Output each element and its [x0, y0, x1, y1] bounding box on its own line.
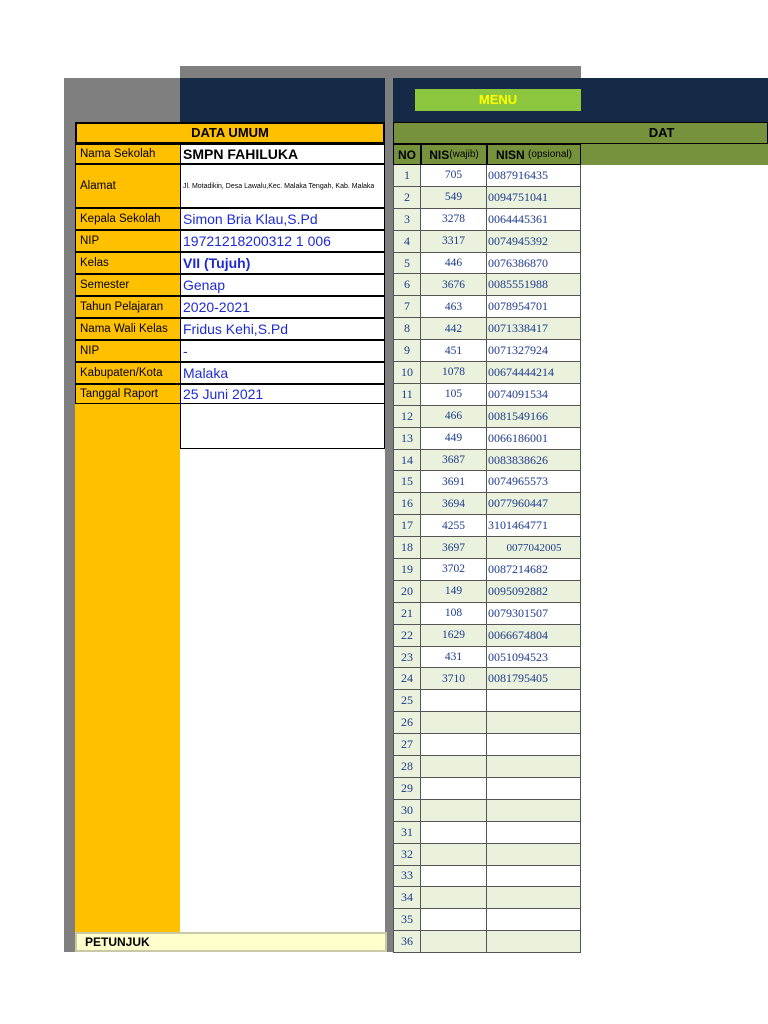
cell-nis[interactable]: 446	[421, 253, 487, 275]
table-row	[393, 515, 581, 537]
data-umum-row	[75, 362, 385, 384]
data-umum-title: DATA UMUM	[75, 122, 385, 144]
col-header-nis-note: (wajib)	[449, 149, 479, 160]
student-table-body	[393, 165, 581, 953]
cell-nisn[interactable]: 0081549166	[487, 406, 581, 428]
cell-no: 35	[393, 909, 421, 931]
cell-nis[interactable]: 549	[421, 187, 487, 209]
cell-no: 19	[393, 559, 421, 581]
cell-nis[interactable]: 3317	[421, 231, 487, 253]
cell-no: 26	[393, 712, 421, 734]
cell-nis[interactable]: 4255	[421, 515, 487, 537]
field-label: Tanggal Raport	[75, 384, 180, 404]
table-row	[393, 887, 581, 909]
field-value[interactable]: 19721218200312 1 006	[180, 230, 385, 252]
cell-nisn[interactable]	[487, 866, 581, 888]
table-row	[393, 712, 581, 734]
table-row	[393, 734, 581, 756]
cell-nisn[interactable]: 0079301507	[487, 603, 581, 625]
cell-nis[interactable]: 3691	[421, 471, 487, 493]
cell-no: 1	[393, 165, 421, 187]
field-value[interactable]: 25 Juni 2021	[180, 384, 385, 404]
cell-no: 29	[393, 778, 421, 800]
table-row	[393, 647, 581, 669]
cell-nisn[interactable]: 0078954701	[487, 296, 581, 318]
cell-nis[interactable]: 3710	[421, 668, 487, 690]
field-value[interactable]: 2020-2021	[180, 296, 385, 318]
cell-nis[interactable]	[421, 690, 487, 712]
cell-no: 34	[393, 887, 421, 909]
cell-nis[interactable]: 149	[421, 581, 487, 603]
cell-nis[interactable]	[421, 734, 487, 756]
table-row	[393, 778, 581, 800]
cell-nis[interactable]	[421, 756, 487, 778]
cell-no: 17	[393, 515, 421, 537]
data-umum-row	[75, 164, 385, 208]
cell-nisn[interactable]: 0076386870	[487, 253, 581, 275]
cell-no: 9	[393, 340, 421, 362]
table-row	[393, 603, 581, 625]
cell-nis[interactable]: 1078	[421, 362, 487, 384]
table-row	[393, 931, 581, 953]
data-umum-row	[75, 318, 385, 340]
cell-nisn[interactable]: 0087916435	[487, 165, 581, 187]
cell-no: 16	[393, 493, 421, 515]
cell-nis[interactable]: 3687	[421, 450, 487, 472]
table-header-row	[393, 144, 768, 165]
cell-nis[interactable]: 705	[421, 165, 487, 187]
cell-no: 33	[393, 866, 421, 888]
cell-nisn[interactable]	[487, 909, 581, 931]
cell-nis[interactable]	[421, 800, 487, 822]
cell-nis[interactable]: 451	[421, 340, 487, 362]
cell-no: 12	[393, 406, 421, 428]
cell-no: 28	[393, 756, 421, 778]
top-left-border	[64, 78, 180, 126]
cell-nisn[interactable]	[487, 734, 581, 756]
cell-no: 14	[393, 450, 421, 472]
cell-nisn[interactable]: 0095092882	[487, 581, 581, 603]
cell-no: 25	[393, 690, 421, 712]
table-row	[393, 428, 581, 450]
cell-no: 21	[393, 603, 421, 625]
cell-nisn[interactable]	[487, 844, 581, 866]
cell-nisn[interactable]: 0071327924	[487, 340, 581, 362]
cell-nisn[interactable]	[487, 756, 581, 778]
table-row	[393, 866, 581, 888]
table-row	[393, 822, 581, 844]
cell-nisn[interactable]: 0077960447	[487, 493, 581, 515]
cell-nisn[interactable]: 0074945392	[487, 231, 581, 253]
cell-nis[interactable]	[421, 778, 487, 800]
cell-nisn[interactable]: 0085551988	[487, 274, 581, 296]
cell-nisn[interactable]	[487, 887, 581, 909]
data-umum-row	[75, 296, 385, 318]
cell-nisn[interactable]	[487, 690, 581, 712]
cell-nisn[interactable]: 0083838626	[487, 450, 581, 472]
cell-nisn[interactable]	[487, 800, 581, 822]
cell-nis[interactable]: 105	[421, 384, 487, 406]
field-value[interactable]: Malaka	[180, 362, 385, 384]
field-label: Nama Wali Kelas	[75, 318, 180, 340]
table-row	[393, 340, 581, 362]
field-value[interactable]: Simon Bria Klau,S.Pd	[180, 208, 385, 230]
table-row	[393, 209, 581, 231]
cell-nis[interactable]: 3278	[421, 209, 487, 231]
table-row	[393, 668, 581, 690]
cell-no: 6	[393, 274, 421, 296]
data-siswa-title	[393, 122, 768, 144]
field-label: Tahun Pelajaran	[75, 296, 180, 318]
cell-no: 23	[393, 647, 421, 669]
data-umum-row	[75, 274, 385, 296]
cell-no: 3	[393, 209, 421, 231]
field-label: Kelas	[75, 252, 180, 274]
middle-frame-border	[385, 126, 393, 952]
petunjuk-panel: PETUNJUK	[75, 932, 387, 952]
menu-button[interactable]: MENU	[415, 89, 581, 111]
table-row	[393, 165, 581, 187]
cell-nisn[interactable]	[487, 712, 581, 734]
table-row	[393, 800, 581, 822]
table-row	[393, 756, 581, 778]
table-row	[393, 253, 581, 275]
table-row	[393, 581, 581, 603]
table-row	[393, 296, 581, 318]
cell-nis[interactable]	[421, 931, 487, 953]
data-umum-row	[75, 384, 385, 404]
col-header-no: NO	[393, 144, 421, 165]
cell-nisn[interactable]: 0074091534	[487, 384, 581, 406]
cell-no: 20	[393, 581, 421, 603]
data-umum-row	[75, 230, 385, 252]
top-border-strip	[180, 66, 581, 78]
table-row	[393, 559, 581, 581]
cell-no: 22	[393, 625, 421, 647]
field-label: Kabupaten/Kota	[75, 362, 180, 384]
cell-no: 10	[393, 362, 421, 384]
cell-nisn[interactable]: 0066186001	[487, 428, 581, 450]
cell-no: 5	[393, 253, 421, 275]
cell-nis[interactable]: 466	[421, 406, 487, 428]
table-row	[393, 187, 581, 209]
col-header-nisn-note: (opsional)	[528, 149, 572, 160]
cell-nis[interactable]: 1629	[421, 625, 487, 647]
data-umum-row	[75, 144, 385, 164]
table-row	[393, 231, 581, 253]
field-label: Kepala Sekolah	[75, 208, 180, 230]
field-value[interactable]: SMPN FAHILUKA	[180, 144, 385, 164]
cell-nis[interactable]	[421, 887, 487, 909]
cell-nisn[interactable]: 00674444214	[487, 362, 581, 384]
cell-nisn[interactable]	[487, 822, 581, 844]
cell-nisn[interactable]: 3101464771	[487, 515, 581, 537]
cell-no: 24	[393, 668, 421, 690]
cell-nis[interactable]: 449	[421, 428, 487, 450]
header-separator	[385, 78, 393, 126]
field-label: NIP	[75, 340, 180, 362]
cell-nis[interactable]: 463	[421, 296, 487, 318]
cell-nisn[interactable]: 0071338417	[487, 318, 581, 340]
cell-nis[interactable]: 3676	[421, 274, 487, 296]
table-row	[393, 471, 581, 493]
table-row	[393, 537, 581, 559]
field-label: Nama Sekolah	[75, 144, 180, 164]
cell-no: 32	[393, 844, 421, 866]
cell-nisn[interactable]: 0077042005	[487, 537, 581, 559]
cell-no: 4	[393, 231, 421, 253]
table-row	[393, 384, 581, 406]
cell-nisn[interactable]: 0064445361	[487, 209, 581, 231]
table-row	[393, 450, 581, 472]
cell-no: 30	[393, 800, 421, 822]
field-label: Alamat	[75, 164, 180, 208]
table-row	[393, 625, 581, 647]
field-value[interactable]: -	[180, 340, 385, 362]
field-label: NIP	[75, 230, 180, 252]
cell-no: 27	[393, 734, 421, 756]
cell-nis[interactable]: 3694	[421, 493, 487, 515]
cell-nis[interactable]: 3702	[421, 559, 487, 581]
data-umum-row	[75, 340, 385, 362]
cell-no: 2	[393, 187, 421, 209]
data-siswa-title-text: DAT	[648, 125, 675, 140]
cell-nisn[interactable]	[487, 931, 581, 953]
cell-nis[interactable]: 442	[421, 318, 487, 340]
table-row	[393, 362, 581, 384]
field-value[interactable]: Fridus Kehi,S.Pd	[180, 318, 385, 340]
col-header-nisn-text: NISN	[496, 147, 525, 162]
field-value[interactable]: Jl. Motadikin, Desa Lawalu,Kec. Malaka Tengah, Kab. Malaka	[180, 164, 385, 208]
table-row	[393, 909, 581, 931]
cell-nisn[interactable]	[487, 778, 581, 800]
table-row	[393, 844, 581, 866]
table-row	[393, 406, 581, 428]
table-row	[393, 493, 581, 515]
cell-nisn[interactable]: 0066674804	[487, 625, 581, 647]
left-frame-border	[64, 126, 75, 952]
cell-nis[interactable]: 108	[421, 603, 487, 625]
cell-no: 13	[393, 428, 421, 450]
cell-no: 11	[393, 384, 421, 406]
cell-nisn[interactable]: 0094751041	[487, 187, 581, 209]
table-row	[393, 690, 581, 712]
field-value[interactable]: Genap	[180, 274, 385, 296]
field-value[interactable]: VII (Tujuh)	[180, 252, 385, 274]
cell-no: 8	[393, 318, 421, 340]
cell-no: 15	[393, 471, 421, 493]
table-row	[393, 274, 581, 296]
cell-no: 18	[393, 537, 421, 559]
cell-nis[interactable]	[421, 866, 487, 888]
col-header-nis	[421, 144, 487, 165]
empty-value-cell[interactable]	[180, 404, 385, 449]
cell-nis[interactable]	[421, 844, 487, 866]
col-header-overflow	[581, 144, 768, 165]
cell-nis[interactable]: 431	[421, 647, 487, 669]
field-label: Semester	[75, 274, 180, 296]
data-umum-row	[75, 252, 385, 274]
cell-nisn[interactable]: 0074965573	[487, 471, 581, 493]
col-header-nis-text: NIS	[429, 147, 450, 162]
cell-nisn[interactable]: 0051094523	[487, 647, 581, 669]
cell-no: 7	[393, 296, 421, 318]
table-row	[393, 318, 581, 340]
cell-nis[interactable]: 3697	[421, 537, 487, 559]
cell-nis[interactable]	[421, 909, 487, 931]
data-umum-row	[75, 208, 385, 230]
cell-no: 36	[393, 931, 421, 953]
cell-nis[interactable]	[421, 822, 487, 844]
col-header-nisn	[487, 144, 581, 165]
header-band-left	[180, 78, 385, 126]
cell-nis[interactable]	[421, 712, 487, 734]
cell-nisn[interactable]: 0087214682	[487, 559, 581, 581]
cell-no: 31	[393, 822, 421, 844]
cell-nisn[interactable]: 0081795405	[487, 668, 581, 690]
